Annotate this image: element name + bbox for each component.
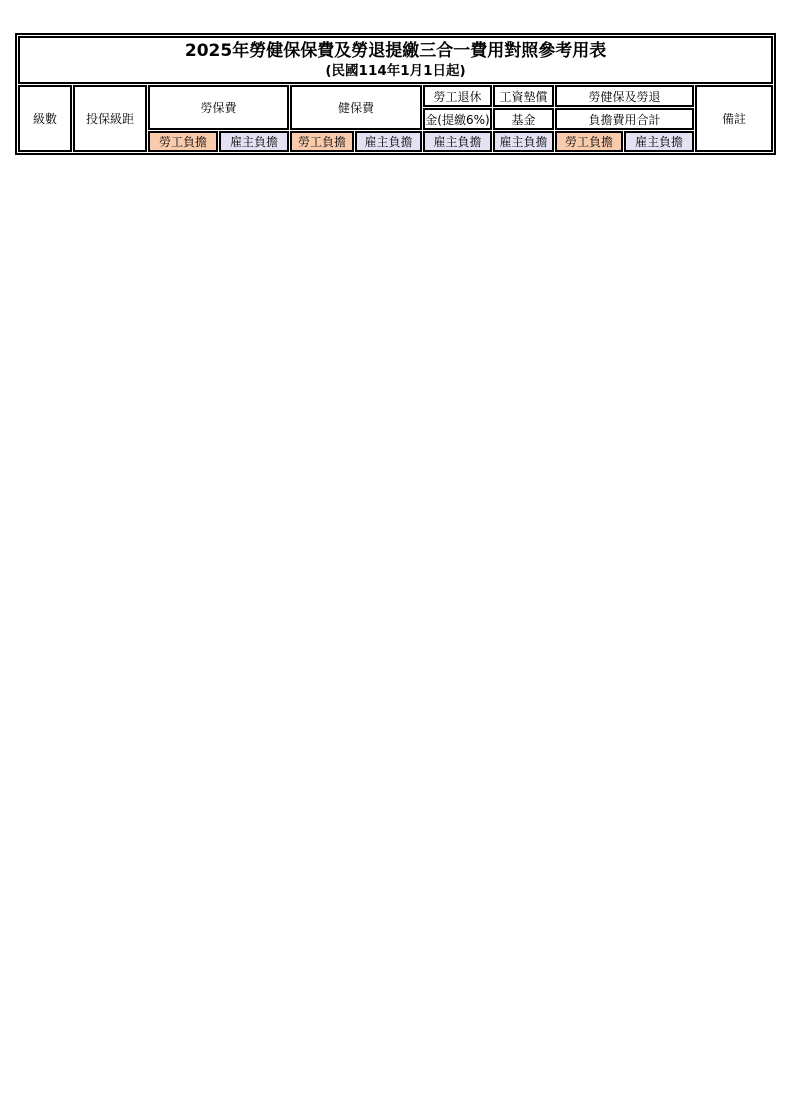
- col-header-wage-fund-line1: 工資墊償: [493, 85, 554, 107]
- table-title: [18, 36, 773, 84]
- spreadsheet-page: [0, 0, 791, 155]
- title-row: [18, 36, 773, 84]
- title-text: 2025年勞健保保費及勞退提繳三合一費用對照參考用表: [184, 41, 607, 62]
- premium-reference-table: [15, 33, 776, 155]
- subheader-wage-fund-employer: 雇主負擔: [493, 131, 554, 152]
- col-header-labor-insurance: 勞保費: [148, 85, 289, 130]
- col-header-bracket: 投保級距: [73, 85, 147, 152]
- col-header-note: 備註: [695, 85, 773, 152]
- subheader-labor-employee: 勞工負擔: [148, 131, 218, 152]
- subheader-labor-employer: 雇主負擔: [219, 131, 289, 152]
- subheader-health-employee: 勞工負擔: [290, 131, 354, 152]
- col-header-total-line2: 負擔費用合計: [555, 108, 694, 130]
- subheader-health-employer: 雇主負擔: [355, 131, 422, 152]
- header-row-1: [18, 85, 773, 107]
- subheader-pension-employer: 雇主負擔: [423, 131, 492, 152]
- subtitle-text: (民國114年1月1日起): [325, 63, 466, 80]
- col-header-total-line1: 勞健保及勞退: [555, 85, 694, 107]
- col-header-level: 級數: [18, 85, 72, 152]
- col-header-health-insurance: 健保費: [290, 85, 422, 130]
- col-header-wage-fund-line2: 基金: [493, 108, 554, 130]
- col-header-pension-line2: 金(提繳6%): [423, 108, 492, 130]
- subheader-total-employer: 雇主負擔: [624, 131, 694, 152]
- subheader-total-employee: 勞工負擔: [555, 131, 623, 152]
- col-header-pension-line1: 勞工退休: [423, 85, 492, 107]
